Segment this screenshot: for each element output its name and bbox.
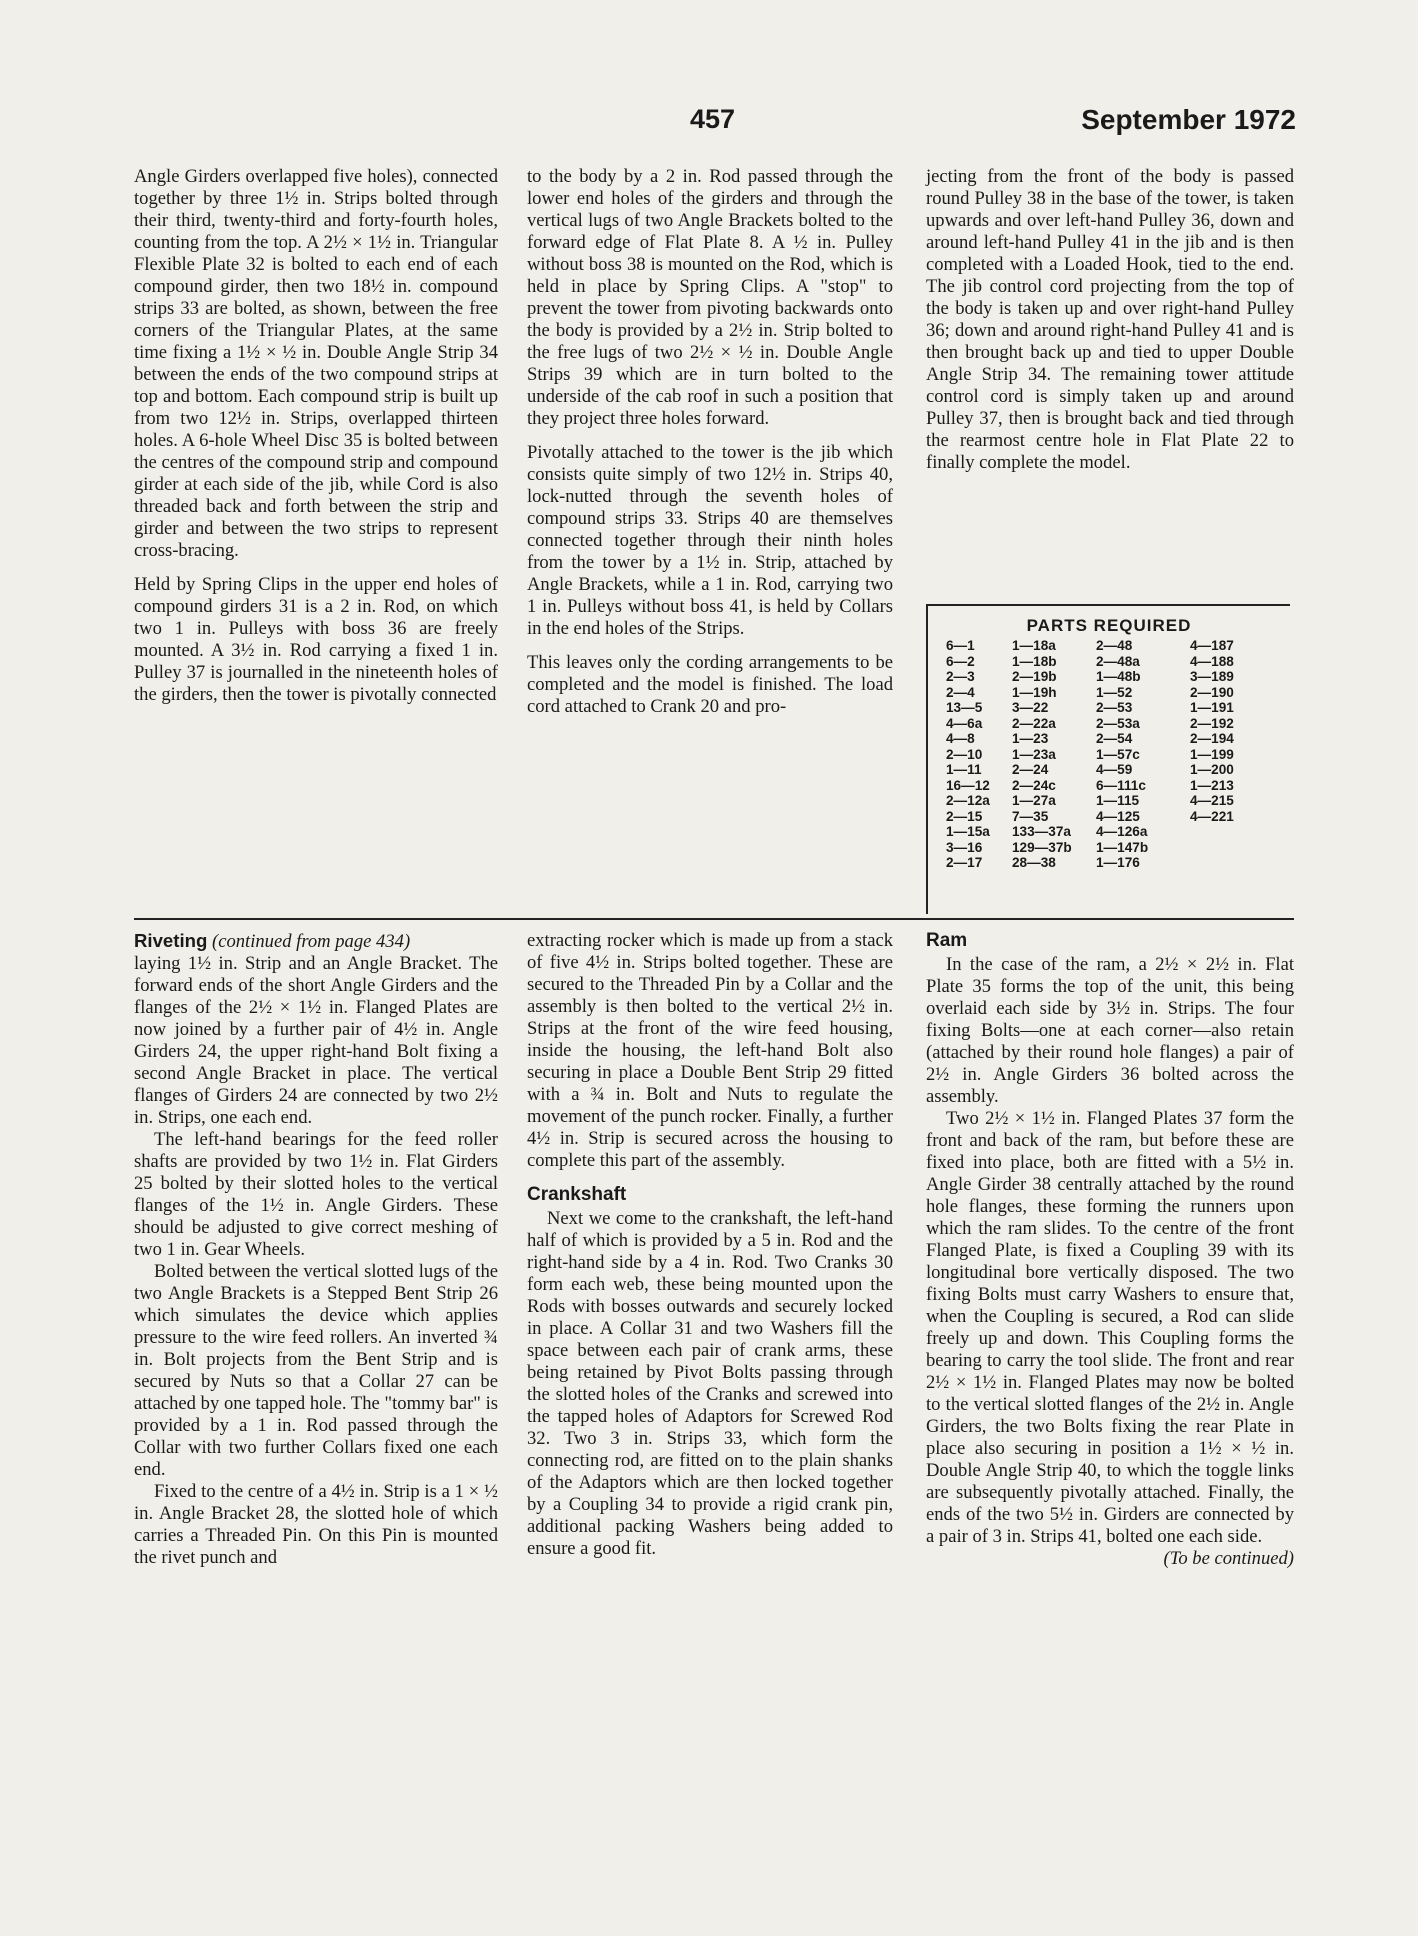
part-entry: 133—37a <box>1012 824 1071 839</box>
part-entry: 6—1 <box>946 638 975 653</box>
paragraph: In the case of the ram, a 2½ × 2½ in. Flat Plate 35 forms the top of the unit, this being overlaid each side by 3½ in. Strips. The four fixing Bolts—one at each corner—also retain (attached by their round hole flanges) a pair of 2½ in. Angle Girders 36 bolted across the assembly. <box>926 954 1294 1107</box>
part-entry: 1—23a <box>1012 746 1056 762</box>
ram-heading: Ram <box>926 930 968 951</box>
crankshaft-heading: Crankshaft <box>527 1184 627 1205</box>
part-entry: 4—6a <box>946 715 983 731</box>
part-entry: 2—24 <box>1012 762 1049 777</box>
part-entry: 16—12 <box>946 777 990 793</box>
part-entry: 7—35 <box>1012 808 1049 824</box>
part-entry: 28—38 <box>1012 855 1056 870</box>
part-entry: 13—5 <box>946 700 983 715</box>
top-column-2 <box>527 166 893 718</box>
paragraph: Next we come to the crankshaft, the left-hand half of which is provided by a 5 in. Rod and the right-hand side by a 4 in. Rod. Two Cranks 30 form each web, these being mounted upon the Rods with bosses outwards and securely locked in place. A Collar 31 and two Washers fill the space between each pair of crank arms, these being retained by Pivot Bolts passing through the slotted holes of the Cranks and screwed into the tapped holes of Adaptors for Screwed Rod 32. Two 3 in. Strips 33, which form the connecting rod, are fitted on to the plain shanks of the Adaptors which are then locked together by a Coupling 34 to provide a rigid crank pin, additional packing Washers being added to ensure a good fit. <box>527 1208 893 1559</box>
part-entry: 2—53a <box>1096 715 1140 731</box>
part-entry: 129—37b <box>1012 839 1072 855</box>
paragraph: Two 2½ × 1½ in. Flanged Plates 37 form the front and back of the ram, but before these are fixed into place, both are fitted with a 5½ in. Angle Girder 38 centrally attached by the round hole flanges, these forming the runners upon which the ram slides. To the centre of the front Flanged Plate, is fixed a Coupling 39 with its longitudinal bore vertically disposed. The two fixing Bolts must carry Washers to ensure that, when the Coupling is secured, a Rod can slide freely up and down. This Coupling forms the bearing to carry the tool slide. The front and rear 2½ × 1½ in. Flanged Plates may now be bolted to the vertical slotted flanges of the 2½ in. Angle Girders, the two Bolts fixing the rear Plate in place also securing in position a 1½ × ½ in. Double Angle Strip 40, to which the toggle links are subsequently pivotally attached. Finally, the ends of the two 5½ in. Girders are connected by a pair of 3 in. Strips 41, bolted one each side. <box>926 1108 1294 1547</box>
page-header <box>0 104 1418 144</box>
part-entry: 1—18b <box>1012 653 1057 669</box>
part-entry: 6—2 <box>946 653 975 669</box>
parts-column-4 <box>1190 638 1260 871</box>
part-entry: 4—59 <box>1096 762 1133 777</box>
paragraph: This leaves only the cording arrangements to be completed and the model is finished. The load cord attached to Crank 20 and pro- <box>527 652 893 717</box>
bottom-column-1 <box>134 930 498 1569</box>
paragraph: extracting rocker which is made up from a stack of five 4½ in. Strips bolted together. These are secured to the Threaded Pin by a Collar and the assembly is then bolted to the vertical 2½ in. Strips at the front of the wire feed housing, inside the housing, the left-hand Bolt also securing in place a Double Bent Strip 29 fitted with a ¾ in. Bolt and Nuts to regulate the movement of the punch rocker. Finally, a further 4½ in. Strip is secured across the housing to complete this part of the assembly. <box>527 930 893 1171</box>
part-entry: 4—126a <box>1096 824 1148 839</box>
bottom-column-3 <box>926 930 1294 1570</box>
part-entry: 1—11 <box>946 762 982 777</box>
parts-required-box <box>926 604 1290 914</box>
top-column-3 <box>926 166 1294 474</box>
part-entry: 2—190 <box>1190 684 1234 700</box>
part-entry: 1—200 <box>1190 762 1234 777</box>
parts-title: PARTS REQUIRED <box>1026 616 1192 635</box>
part-entry: 1—147b <box>1096 839 1149 855</box>
part-entry: 2—4 <box>946 684 975 700</box>
bottom-column-2 <box>527 930 893 1560</box>
paragraph: The left-hand bearings for the feed roller shafts are provided by two 1½ in. Flat Girders 25 bolted by their slotted holes to the vertical flanges of the 1½ in. Angle Girders. These should be adjusted to give correct meshing of two 1 in. Gear Wheels. <box>134 1129 498 1260</box>
part-entry: 2—24c <box>1012 777 1056 793</box>
part-entry: 1—23 <box>1012 731 1049 746</box>
part-entry: 1—19h <box>1012 684 1057 700</box>
part-entry: 1—199 <box>1190 746 1234 762</box>
part-entry: 1—176 <box>1096 855 1140 870</box>
paragraph: Held by Spring Clips in the upper end holes of compound girders 31 is a 2 in. Rod, on which two 1 in. Pulleys with boss 36 are freely mounted. A 3½ in. Rod carrying a fixed 1 in. Pulley 37 is journalled in the nineteenth holes of the girders, then the tower is pivotally connected <box>134 574 498 705</box>
page-number: 457 <box>690 104 736 134</box>
part-entry: 3—22 <box>1012 700 1049 715</box>
part-entry: 4—221 <box>1190 808 1234 824</box>
part-entry: 2—19b <box>1012 669 1057 684</box>
part-entry: 6—111c <box>1096 777 1146 793</box>
paragraph: Angle Girders overlapped five holes), connected together by three 1½ in. Strips bolted through their third, twenty-third and forty-fourth holes, counting from the top. A 2½ × 1½ in. Triangular Flexible Plate 32 is bolted to each end of each compound girder, then two 18½ in. compound strips 33 are bolted, as shown, between the free corners of the Triangular Plates, at the same time fixing a 1½ × ½ in. Double Angle Strip 34 between the ends of the two compound strips at top and bottom. Each compound strip is built up from two 12½ in. Strips, overlapped thirteen holes. A 6-hole Wheel Disc 35 is bolted between the centres of the compound strip and compound girder at each side of the jib, while Cord is also threaded back and forth between the strip and girder and between the two strips to represent cross-bracing. <box>134 166 498 561</box>
section-divider <box>134 918 1294 920</box>
paragraph: to the body by a 2 in. Rod passed through the lower end holes of the girders and through the vertical lugs of two Angle Brackets bolted to the forward edge of Flat Plate 8. A ½ in. Pulley without boss 38 is mounted on the Rod, which is held in place by Spring Clips. A "stop" to prevent the tower from pivoting backwards onto the body is provided by a 2½ in. Strip bolted to the free lugs of two 2½ × ½ in. Double Angle Strips 39 which are in turn bolted to the underside of the cab roof in such a position that they project three holes forward. <box>527 166 893 429</box>
riveting-heading: Riveting <box>134 930 208 951</box>
riveting-lead <box>134 930 498 953</box>
paragraph: Bolted between the vertical slotted lugs of the two Angle Brackets is a Stepped Bent Strip 26 which simulates the device which applies pressure to the wire feed rollers. An inverted ¾ in. Bolt projects from the Bent Strip and is secured by Nuts so that a Collar 27 can be attached by one tapped hole. The "tommy bar" is provided by a 1 in. Rod passed through the Collar with two further Collars fixed one each end. <box>134 1261 498 1480</box>
part-entry: 2—194 <box>1190 731 1234 746</box>
continued-note: (continued from page 434) <box>212 931 411 952</box>
part-entry: 4—215 <box>1190 793 1234 808</box>
part-entry: 2—54 <box>1096 731 1133 746</box>
part-entry: 1—57c <box>1096 746 1140 762</box>
part-entry: 1—27a <box>1012 793 1056 808</box>
part-entry: 2—48a <box>1096 653 1140 669</box>
part-entry: 2—3 <box>946 669 975 684</box>
part-entry: 2—10 <box>946 746 983 762</box>
part-entry: 2—22a <box>1012 715 1056 731</box>
parts-grid <box>928 638 1290 871</box>
part-entry: 1—115 <box>1096 793 1140 808</box>
part-entry: 1—15a <box>946 824 990 839</box>
parts-column-1 <box>928 638 1012 871</box>
part-entry: 3—16 <box>946 839 983 855</box>
part-entry: 1—191 <box>1190 700 1234 715</box>
parts-column-3 <box>1096 638 1190 871</box>
part-entry: 3—189 <box>1190 669 1234 684</box>
paragraph: Fixed to the centre of a 4½ in. Strip is a 1 × ½ in. Angle Bracket 28, the slotted hole of which carries a Threaded Pin. On this Pin is mounted the rivet punch and <box>134 1481 498 1568</box>
parts-column-2 <box>1012 638 1096 871</box>
part-entry: 1—213 <box>1190 777 1234 793</box>
part-entry: 1—52 <box>1096 684 1133 700</box>
part-entry: 2—12a <box>946 793 990 808</box>
paragraph: Pivotally attached to the tower is the jib which consists quite simply of two 12½ in. Strips 40, lock-nutted through the seventh holes of compound strips 33. Strips 40 are themselves connected together through their ninth holes from the tower by a 1½ in. Strip, attached by Angle Brackets, while a 1 in. Rod, carrying two 1 in. Pulleys without boss 41, is held by Collars in the end holes of the Strips. <box>527 442 893 639</box>
part-entry: 2—48 <box>1096 638 1133 653</box>
paragraph: jecting from the front of the body is passed round Pulley 38 in the base of the tower, is taken upwards and over left-hand Pulley 36, down and around left-hand Pulley 41 in the jib and is then completed with a Loaded Hook, tied to the end. The jib control cord projecting from the top of the body is taken up and over right-hand Pulley 36; down and around right-hand Pulley 41 and is then brought back up and tied to upper Double Angle Strip 34. The remaining tower attitude control cord is simply taken up and around Pulley 37, then is brought back and tied through the rearmost centre hole in Flat Plate 22 to finally complete the model. <box>926 166 1294 473</box>
to-be-continued: (To be continued) <box>1163 1548 1294 1569</box>
part-entry: 2—15 <box>946 808 983 824</box>
part-entry: 2—53 <box>1096 700 1133 715</box>
part-entry: 4—188 <box>1190 653 1234 669</box>
paragraph: laying 1½ in. Strip and an Angle Bracket. The forward ends of the short Angle Girders and the flanges of the 2½ × 1½ in. Flanged Plates are now joined by a further pair of 4½ in. Angle Girders 24, the upper right-hand Bolt fixing a second Angle Bracket in place. The vertical flanges of Girders 24 are connected by two 2½ in. Strips, one each end. <box>134 953 498 1128</box>
issue-date: September 1972 <box>1081 104 1296 135</box>
part-entry: 1—48b <box>1096 669 1141 684</box>
part-entry: 4—8 <box>946 731 975 746</box>
part-entry: 4—125 <box>1096 808 1140 824</box>
part-entry: 4—187 <box>1190 638 1234 653</box>
top-column-1 <box>134 166 498 706</box>
part-entry: 1—18a <box>1012 638 1056 653</box>
part-entry: 2—17 <box>946 855 983 870</box>
part-entry: 2—192 <box>1190 715 1234 731</box>
